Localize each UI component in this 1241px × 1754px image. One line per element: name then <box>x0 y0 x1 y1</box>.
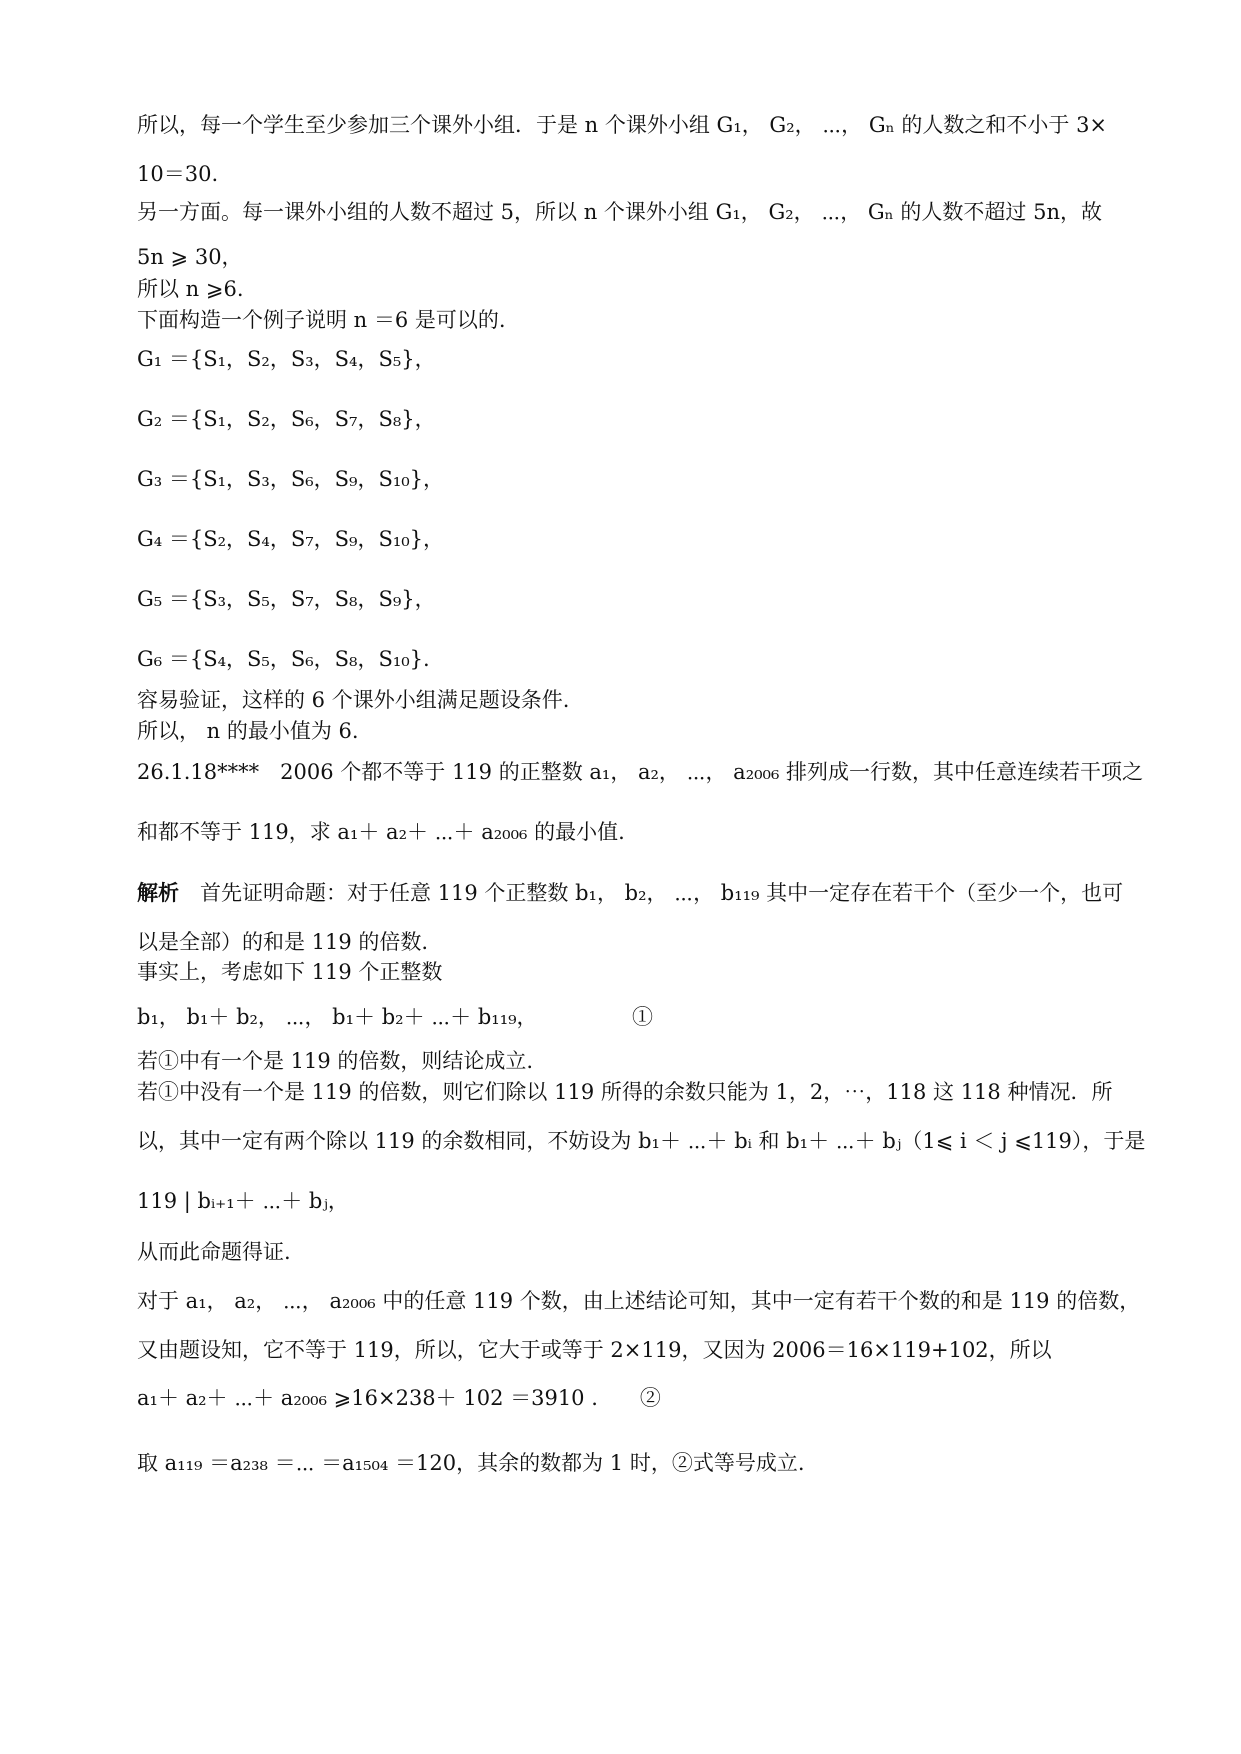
text-line: 取 a₁₁₉ ＝a₂₃₈ ＝⋯ ＝a₁₅₀₄ ＝120，其余的数都为 1 时，②式等号成立. <box>137 1451 805 1475</box>
text-line: 对于 a₁， a₂， ⋯， a₂₀₀₆ 中的任意 119 个数，由上述结论可知，其中一定有若干个数的和是 119 的倍数， <box>137 1289 1141 1313</box>
group-definition: G₁ ＝{S₁，S₂，S₃，S₄，S₅}， <box>137 347 436 371</box>
text-line: 以，其中一定有两个除以 119 的余数相同，不妨设为 b₁＋ ⋯＋ bᵢ 和 b₁＋ ⋯＋ bⱼ（1⩽ i ＜ j ⩽119），于是 <box>137 1129 1146 1153</box>
text-line: 5n ⩾ 30， <box>137 245 243 269</box>
text-line: 另一方面。每一课外小组的人数不超过 5，所以 n 个课外小组 G₁， G₂， ⋯， Gₙ 的人数不超过 5n，故 <box>137 200 1102 224</box>
text-line: 10＝30. <box>137 162 219 186</box>
text-line: 从而此命题得证. <box>137 1240 291 1264</box>
sequence-formula: b₁， b₁＋ b₂， ⋯， b₁＋ b₂＋ ⋯＋ b₁₁₉， ① <box>137 1005 654 1029</box>
text-line: 若①中有一个是 119 的倍数，则结论成立. <box>137 1049 534 1073</box>
solution-label: 解析 <box>137 880 179 905</box>
text-line: 所以 n ⩾6. <box>137 277 244 301</box>
text-line: 所以， n 的最小值为 6. <box>137 719 359 743</box>
divisibility-formula: 119 | bᵢ₊₁＋ ⋯＋ bⱼ， <box>137 1189 349 1213</box>
text-line: 所以，每一个学生至少参加三个课外小组．于是 n 个课外小组 G₁， G₂， ⋯， Gₙ 的人数之和不小于 3× <box>137 113 1108 137</box>
text-line: 又由题设知，它不等于 119，所以，它大于或等于 2×119，又因为 2006＝16×119+102，所以 <box>137 1338 1052 1362</box>
text-line: 下面构造一个例子说明 n ＝6 是可以的. <box>137 308 506 332</box>
text-line: 若①中没有一个是 119 的倍数，则它们除以 119 所得的余数只能为 1，2，⋯，118 这 118 种情况．所 <box>137 1080 1113 1104</box>
text-line: 容易验证，这样的 6 个课外小组满足题设条件. <box>137 688 570 712</box>
problem-statement: 26.1.18**** 2006 个都不等于 119 的正整数 a₁， a₂， ⋯， a₂₀₀₆ 排列成一行数，其中任意连续若干项之 <box>137 760 1144 784</box>
text-line: 以是全部）的和是 119 的倍数. <box>137 930 429 954</box>
problem-statement: 和都不等于 119，求 a₁＋ a₂＋ ⋯＋ a₂₀₀₆ 的最小值. <box>137 820 625 844</box>
group-definition: G₅ ＝{S₃，S₅，S₇，S₈，S₉}， <box>137 587 436 611</box>
group-definition: G₃ ＝{S₁，S₃，S₆，S₉，S₁₀}， <box>137 467 445 491</box>
solution-text: 首先证明命题：对于任意 119 个正整数 b₁， b₂， ⋯， b₁₁₉ 其中一定存在若干个（至少一个，也可 <box>200 881 1124 905</box>
group-definition: G₆ ＝{S₄，S₅，S₆，S₈，S₁₀}. <box>137 647 430 671</box>
solution-line <box>137 879 1123 907</box>
text-line: 事实上，考虑如下 119 个正整数 <box>137 960 443 984</box>
group-definition: G₄ ＝{S₂，S₄，S₇，S₉，S₁₀}， <box>137 527 445 551</box>
group-definition: G₂ ＝{S₁，S₂，S₆，S₇，S₈}， <box>137 407 436 431</box>
inequality-formula: a₁＋ a₂＋ ⋯＋ a₂₀₀₆ ⩾16×238＋ 102 ＝3910 . ② <box>137 1386 661 1410</box>
